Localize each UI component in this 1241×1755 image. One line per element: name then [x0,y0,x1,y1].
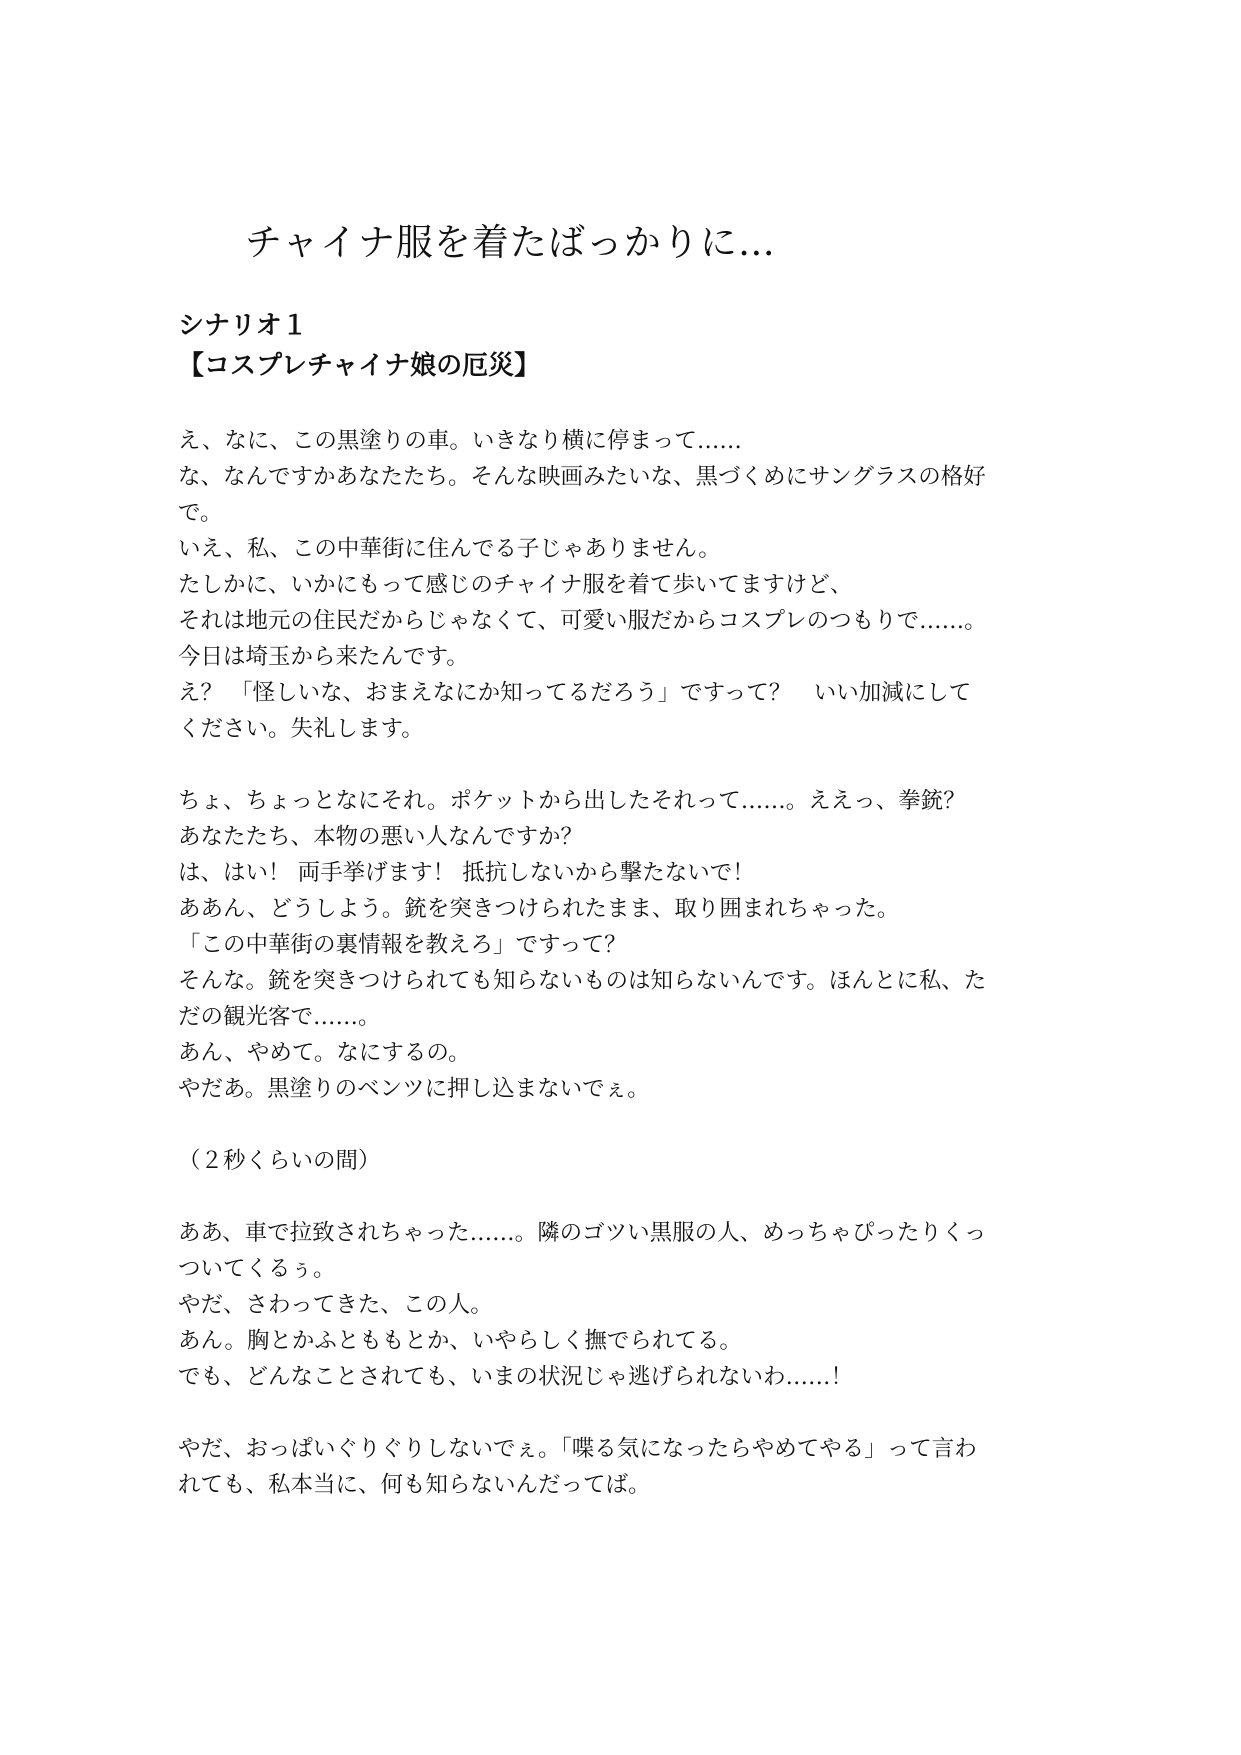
blank-line [178,1107,1078,1143]
text-line: だの観光客で……。 [178,1004,381,1030]
text-line: ください。失礼します。 [178,716,424,742]
text-line: いえ、私、この中華街に住んでる子じゃありません。 [178,536,721,562]
document-title: チャイナ服を着たばっかりに… [245,221,776,264]
text-line: （２秒くらいの間） [178,1148,381,1174]
text-line: は、はい！ 両手挙げます！ 抵抗しないから撃たないで！ [178,860,755,886]
text-line: でも、どんなことされても、いまの状況じゃ逃げられないわ……！ [178,1364,854,1390]
text-line: そんな。銃を突きつけられても知らないものは知らないんです。ほんとに私、た [178,968,987,994]
text-line: あなたたち、本物の悪い人なんですか？ [178,824,584,850]
text-line: やだ、さわってきた、この人。 [178,1292,493,1318]
text-line: れても、私本当に、何も知らないんだってば。 [178,1472,651,1498]
blank-line [178,1179,1078,1215]
text-line: で。 [178,500,223,526]
text-line: あん。胸とかふとももとか、いやらしく撫でられてる。 [178,1328,742,1354]
scenario-title: 【コスプレチャイナ娘の厄災】 [178,351,541,381]
text-line: やだあ。黒塗りのベンツに押し込まないでぇ。 [178,1076,650,1102]
text-line: ついてくるぅ。 [178,1256,336,1282]
blank-line [178,1395,1078,1431]
text-line: ああん、どうしよう。銃を突きつけられたまま、取り囲まれちゃった。 [178,896,900,922]
text-line: な、なんですかあなたたち。そんな映画みたいな、黒づくめにサングラスの格好 [178,464,986,490]
scenario-label: シナリオ１ [178,311,308,341]
scenario-heading [178,306,540,386]
text-line: 「この中華街の裏情報を教えろ」ですって？ [178,932,627,958]
blank-line [178,747,1078,783]
text-line: え？ 「怪しいな、おまえなにか知ってるだろう」ですって？ いい加減にして [178,680,972,706]
text-line: ちょ、ちょっとなにそれ。ポケットから出したそれって……。ええっ、拳銃？ [178,788,966,814]
body-text [178,423,1078,1503]
text-line: それは地元の住民だからじゃなくて、可愛い服だからコスプレのつもりで……。 [178,608,987,634]
text-line: ああ、車で拉致されちゃった……。隣のゴツい黒服の人、めっちゃぴったりくっ [178,1220,987,1246]
text-line: え、なに、この黒塗りの車。いきなり横に停まって…… [178,428,742,454]
text-line: あん、やめて。なにするの。 [178,1040,471,1066]
text-line: やだ、おっぱいぐりぐりしないでぇ。「喋る気になったらやめてやる」って言わ [178,1436,977,1462]
text-line: 今日は埼玉から来たんです。 [178,644,469,670]
text-line: たしかに、いかにもって感じのチャイナ服を着て歩いてますけど、 [178,572,853,598]
